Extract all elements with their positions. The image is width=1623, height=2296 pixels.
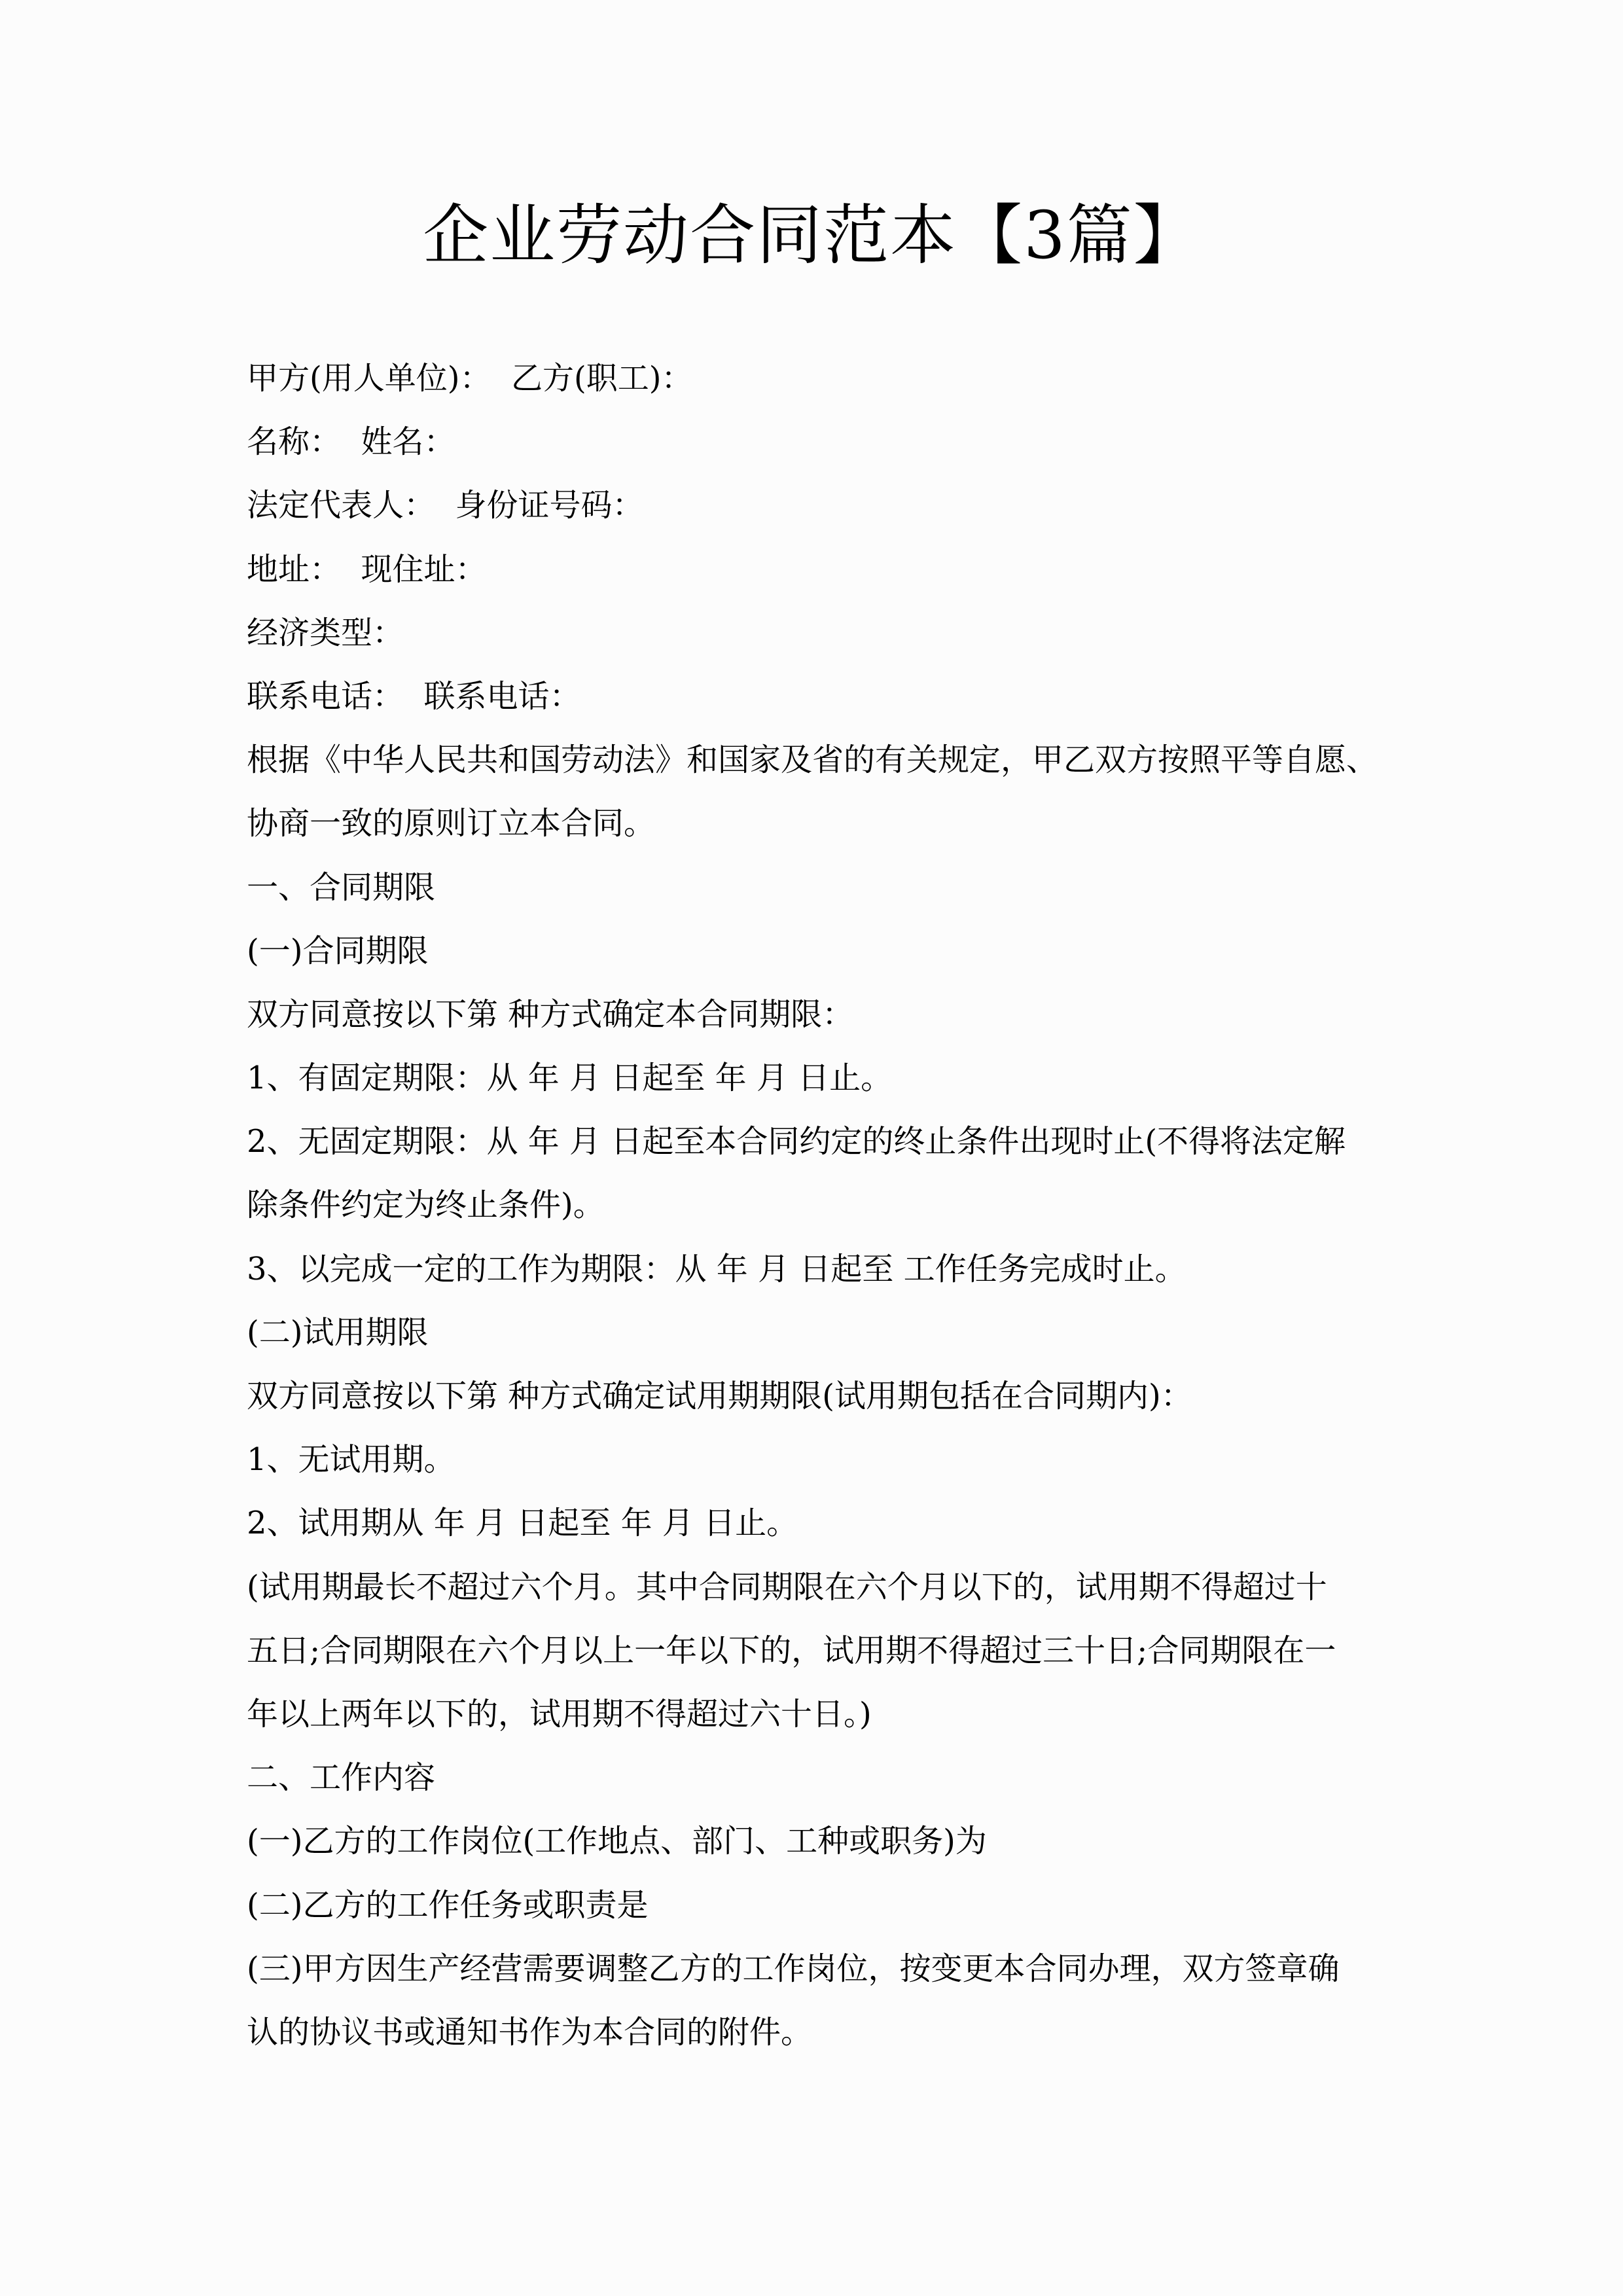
- party-header-line: 甲方(用人单位)： 乙方(职工)：: [247, 360, 693, 397]
- paragraph-line: 双方同意按以下第 种方式确定试用期期限(试用期包括在合同期内)：: [247, 1378, 1192, 1414]
- list-item: 2、试用期从 年 月 日起至 年 月 日止。: [247, 1505, 798, 1542]
- list-item: 1、无试用期。: [247, 1441, 455, 1479]
- paragraph-line: (二)乙方的工作任务或职责是: [247, 1886, 649, 1924]
- phone-line: 联系电话： 联系电话：: [247, 677, 581, 715]
- preamble-line-1: 根据《中华人民共和国劳动法》和国家及省的有关规定，甲乙双方按照平等自愿、: [247, 742, 1378, 779]
- paragraph-line: (三)甲方因生产经营需要调整乙方的工作岗位，按变更本合同办理，双方签章确: [247, 1950, 1340, 1987]
- list-item: 3、以完成一定的工作为期限：从 年 月 日起至 工作任务完成时止。: [247, 1250, 1186, 1287]
- document-body: [247, 357, 1385, 2074]
- legal-rep-line: 法定代表人： 身份证号码：: [247, 487, 644, 524]
- note-line: 年以上两年以下的，试用期不得超过六十日。): [247, 1695, 872, 1732]
- preamble-line-2: 协商一致的原则订立本合同。: [247, 805, 656, 842]
- subsection-1-1-heading: (一)合同期限: [247, 932, 429, 969]
- list-item-continuation: 除条件约定为终止条件)。: [247, 1187, 605, 1224]
- paragraph-line: (一)乙方的工作岗位(工作地点、部门、工种或职务)为: [247, 1823, 987, 1860]
- note-line: 五日;合同期限在六个月以上一年以下的，试用期不得超过三十日;合同期限在一: [247, 1632, 1336, 1669]
- address-line: 地址： 现住址：: [247, 550, 487, 588]
- paragraph-line: 双方同意按以下第 种方式确定本合同期限：: [247, 996, 854, 1033]
- section-2-heading: 二、工作内容: [247, 1759, 436, 1797]
- note-line: (试用期最长不超过六个月。其中合同期限在六个月以下的，试用期不得超过十: [247, 1568, 1327, 1605]
- list-item: 2、无固定期限：从 年 月 日起至本合同约定的终止条件出现时止(不得将法定解: [247, 1123, 1346, 1160]
- subsection-1-2-heading: (二)试用期限: [247, 1314, 429, 1351]
- name-line: 名称： 姓名：: [247, 423, 455, 461]
- document-title: 企业劳动合同范本【3篇】: [423, 197, 1200, 274]
- list-item: 1、有固定期限：从 年 月 日起至 年 月 日止。: [247, 1060, 893, 1097]
- economic-type-line: 经济类型：: [247, 614, 404, 651]
- section-1-heading: 一、合同期限: [247, 869, 436, 906]
- paragraph-line: 认的协议书或通知书作为本合同的附件。: [247, 2013, 813, 2051]
